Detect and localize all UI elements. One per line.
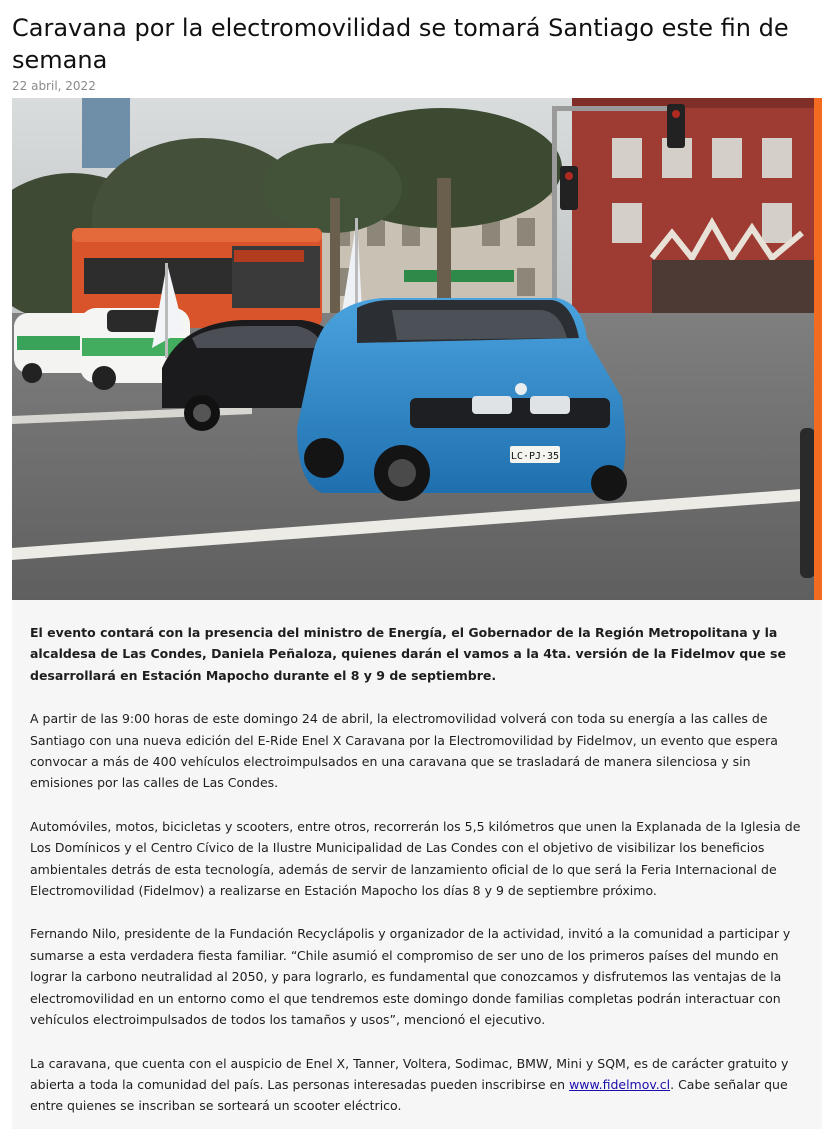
article-lead: El evento contará con la presencia del ministro de Energía, el Gobernador de la Región Metropolitana y la alcaldesa de Las Condes, Daniela Peñaloza, quienes darán el vamos a la 4ta. versión de la Fidelmov que se desarrollará en Estación Mapocho durante el 8 y 9 de septiembre. xyxy=(30,625,786,683)
license-plate: LC·PJ·35 xyxy=(510,451,560,462)
article-title: Caravana por la electromovilidad se tomará Santiago este fin de semana xyxy=(12,14,789,74)
street-scene-illustration xyxy=(12,98,815,600)
article-paragraph-1: A partir de las 9:00 horas de este domingo 24 de abril, la electromovilidad volverá con toda su energía a las calles de Santiago con una nueva edición del E-Ride Enel X Caravana por la Electromovilidad by Fidelmov, un evento que espera convocar a más de 400 vehículos electroimpulsados en una caravana que se trasladará de manera silenciosa y sin emisiones por las calles de Las Condes. xyxy=(30,711,778,791)
article-photo xyxy=(12,98,815,600)
fidelmov-link[interactable]: www.fidelmov.cl xyxy=(569,1076,671,1092)
article-date: 22 abril, 2022 xyxy=(12,79,96,93)
article-body xyxy=(30,622,808,1139)
article-paragraph-4 xyxy=(30,1053,808,1117)
article-paragraph-2: Automóviles, motos, bicicletas y scooters, entre otros, recorrerán los 5,5 kilómetros que unen la Explanada de la Iglesia de Los Domínicos y el Centro Cívico de la Ilustre Municipalidad de Las Condes con el objetivo de visibilizar los beneficios ambientales detrás de esta tecnología, además de servir de lanzamiento oficial de lo que será la Feria Internacional de Electromovilidad (Fidelmov) a realizarse en Estación Mapocho los días 8 y 9 de septiembre próximo. xyxy=(30,818,801,899)
paragraph-4-text-end: . Cabe señalar que entre quienes se inscriban se sorteará un scooter eléctrico. xyxy=(30,1076,788,1114)
article-paragraph-3: Fernando Nilo, presidente de la Fundación Recyclápolis y organizador de la actividad, invitó a la comunidad a participar y sumarse a esta verdadera fiesta familiar. “Chile asumió el compromiso de ser uno de los primeros países del mundo en lograr la carbono neutralidad al 2050, y para lograrlo, es fundamental que conozcamos y disfrutemos las ventajas de la electromovilidad en un entorno como el que tendremos este domingo donde familias completas podrán interactuar con vehículos electroimpulsados de todos los tamaños y usos”, mencionó el ejecutivo. xyxy=(30,926,791,1028)
orange-accent-bar xyxy=(814,98,822,602)
paragraph-4-text-start: La caravana, que cuenta con el auspicio de Enel X, Tanner, Voltera, Sodimac, BMW, Mini y SQM, es de carácter gratuito y abierta a toda la comunidad del país. Las personas interesadas pueden inscribirse en xyxy=(30,1055,789,1092)
